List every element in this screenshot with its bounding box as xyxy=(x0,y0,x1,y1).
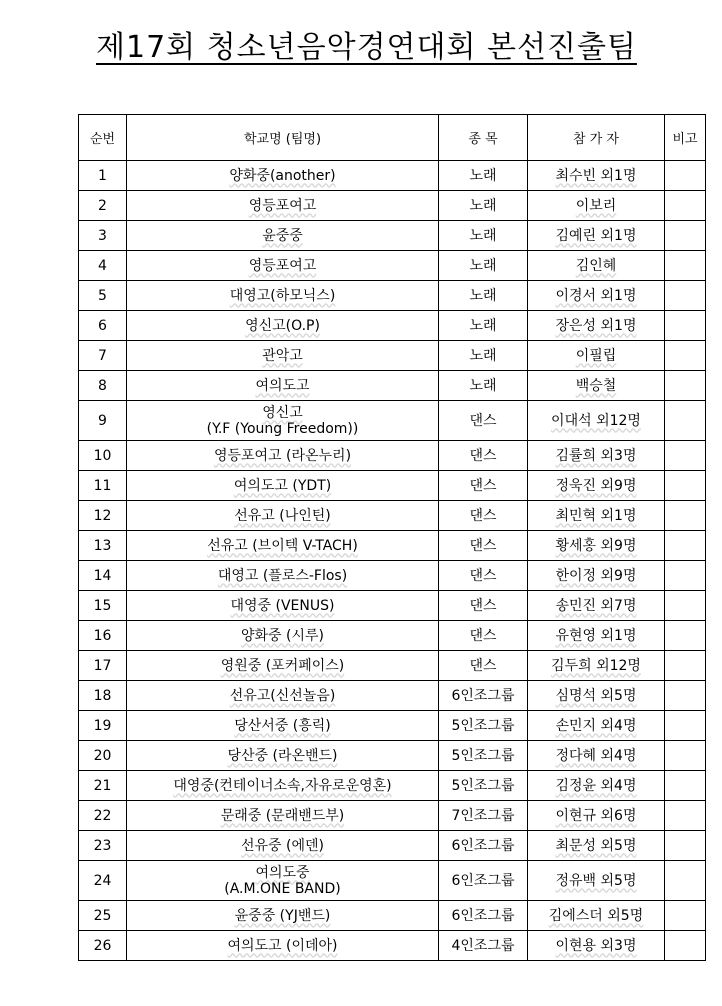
participants-name: 이경서 외1명 xyxy=(555,287,637,304)
category-cell: 댄스 xyxy=(439,501,528,531)
table-row xyxy=(79,741,706,771)
school-team-name xyxy=(127,901,439,931)
table-row xyxy=(79,861,706,901)
category-cell: 6인조그룹 xyxy=(439,901,528,931)
note-cell xyxy=(665,501,706,531)
table-row xyxy=(79,591,706,621)
table-row xyxy=(79,561,706,591)
school-team-name xyxy=(127,561,439,591)
school-team-name xyxy=(127,251,439,281)
table-row xyxy=(79,901,706,931)
note-cell xyxy=(665,401,706,441)
school-team-name xyxy=(127,681,439,711)
row-number: 11 xyxy=(79,471,127,501)
table-row xyxy=(79,831,706,861)
participants-name: 한이정 외9명 xyxy=(555,567,637,584)
header-school: 학교명 (팀명) xyxy=(127,115,439,161)
row-number: 23 xyxy=(79,831,127,861)
category-cell: 노래 xyxy=(439,371,528,401)
category-cell: 6인조그룹 xyxy=(439,831,528,861)
note-cell xyxy=(665,771,706,801)
school-name: 윤중중 (YJ밴드) xyxy=(234,907,331,924)
category-cell: 댄스 xyxy=(439,401,528,441)
participants-cell xyxy=(528,401,665,441)
category-cell: 댄스 xyxy=(439,621,528,651)
table-row xyxy=(79,651,706,681)
header-participants: 참 가 자 xyxy=(528,115,665,161)
participants-cell xyxy=(528,711,665,741)
participants-name: 이필립 xyxy=(575,347,617,364)
school-team-name xyxy=(127,931,439,961)
row-number: 1 xyxy=(79,161,127,191)
note-cell xyxy=(665,371,706,401)
participants-cell xyxy=(528,501,665,531)
school-team-name xyxy=(127,371,439,401)
note-cell xyxy=(665,801,706,831)
school-name: 윤중중 xyxy=(262,227,303,244)
participants-cell xyxy=(528,221,665,251)
school-team-name xyxy=(127,861,439,901)
participants-cell xyxy=(528,901,665,931)
row-number: 24 xyxy=(79,861,127,901)
participants-cell xyxy=(528,441,665,471)
table-row xyxy=(79,681,706,711)
participants-cell xyxy=(528,561,665,591)
category-cell: 노래 xyxy=(439,341,528,371)
participants-cell xyxy=(528,371,665,401)
row-number: 5 xyxy=(79,281,127,311)
row-number: 21 xyxy=(79,771,127,801)
participants-name: 김정윤 외4명 xyxy=(555,777,637,794)
row-number: 12 xyxy=(79,501,127,531)
participants-cell xyxy=(528,311,665,341)
participants-name: 이보리 xyxy=(575,197,617,214)
table-row xyxy=(79,471,706,501)
participants-cell xyxy=(528,801,665,831)
table-row xyxy=(79,221,706,251)
school-team-name xyxy=(127,401,439,441)
school-team-name xyxy=(127,591,439,621)
table-row xyxy=(79,931,706,961)
category-cell: 노래 xyxy=(439,251,528,281)
school-team-name xyxy=(127,471,439,501)
school-team-name xyxy=(127,801,439,831)
participants-name: 김두희 외12명 xyxy=(551,657,641,674)
school-name: 대영고 (플로스-Flos) xyxy=(217,567,348,584)
table-row xyxy=(79,161,706,191)
participants-name: 심명석 외5명 xyxy=(555,687,637,704)
note-cell xyxy=(665,311,706,341)
participants-cell xyxy=(528,341,665,371)
school-name: 선유중 (에덴) xyxy=(241,837,324,854)
participants-cell xyxy=(528,161,665,191)
participants-cell xyxy=(528,741,665,771)
table-row xyxy=(79,311,706,341)
school-name: 관악고 xyxy=(262,347,303,364)
header-num: 순번 xyxy=(79,115,127,161)
school-name: 당산중 (라온밴드) xyxy=(227,747,338,764)
school-name: 문래중 (문래밴드부) xyxy=(220,807,345,824)
note-cell xyxy=(665,471,706,501)
school-name: 영신고 xyxy=(262,404,303,421)
school-name: 대영고(하모닉스) xyxy=(229,287,336,304)
school-name: 영등포여고 (라온누리) xyxy=(213,447,352,464)
table-row xyxy=(79,771,706,801)
page-title: 제17회 청소년음악경연대회 본선진출팀 xyxy=(96,30,637,65)
school-name: 여의도고 (이데아) xyxy=(227,937,338,954)
school-team-name xyxy=(127,281,439,311)
participants-name: 정다혜 외4명 xyxy=(555,747,637,764)
note-cell xyxy=(665,251,706,281)
row-number: 10 xyxy=(79,441,127,471)
table-row xyxy=(79,501,706,531)
table-body xyxy=(79,161,706,961)
note-cell xyxy=(665,341,706,371)
row-number: 15 xyxy=(79,591,127,621)
category-cell: 노래 xyxy=(439,161,528,191)
table-row xyxy=(79,441,706,471)
category-cell: 7인조그룹 xyxy=(439,801,528,831)
category-cell: 노래 xyxy=(439,221,528,251)
participants-name: 손민지 외4명 xyxy=(555,717,637,734)
school-team-name xyxy=(127,771,439,801)
category-cell: 5인조그룹 xyxy=(439,711,528,741)
table-row xyxy=(79,531,706,561)
school-team-name xyxy=(127,621,439,651)
category-cell: 노래 xyxy=(439,311,528,341)
category-cell: 6인조그룹 xyxy=(439,681,528,711)
school-team-name xyxy=(127,161,439,191)
note-cell xyxy=(665,561,706,591)
participants-name: 김인혜 xyxy=(575,257,617,274)
header-note: 비고 xyxy=(665,115,706,161)
row-number: 19 xyxy=(79,711,127,741)
category-cell: 댄스 xyxy=(439,651,528,681)
category-cell: 6인조그룹 xyxy=(439,861,528,901)
participants-cell xyxy=(528,531,665,561)
school-team-name xyxy=(127,831,439,861)
participants-name: 백승철 xyxy=(575,377,617,394)
category-cell: 댄스 xyxy=(439,471,528,501)
category-cell: 댄스 xyxy=(439,591,528,621)
participants-cell xyxy=(528,281,665,311)
note-cell xyxy=(665,221,706,251)
school-team-name xyxy=(127,651,439,681)
school-team-name xyxy=(127,341,439,371)
school-name: 당산서중 (흥릭) xyxy=(234,717,331,734)
table-row xyxy=(79,711,706,741)
participants-cell xyxy=(528,931,665,961)
school-name: 선유고 (나인틴) xyxy=(234,507,331,524)
note-cell xyxy=(665,711,706,741)
participants-name: 장은성 외1명 xyxy=(555,317,637,334)
participants-cell xyxy=(528,831,665,861)
row-number: 26 xyxy=(79,931,127,961)
team-name: (A.M.ONE BAND) xyxy=(224,880,341,897)
school-name: 양화중 (시루) xyxy=(241,627,324,644)
participants-cell xyxy=(528,651,665,681)
school-name: 선유고 (브이텍 V-TACH) xyxy=(207,537,358,554)
participants-name: 정유백 외5명 xyxy=(555,872,637,889)
school-name: 선유고(신선놀음) xyxy=(229,687,336,704)
school-team-name xyxy=(127,221,439,251)
participants-cell xyxy=(528,591,665,621)
row-number: 16 xyxy=(79,621,127,651)
row-number: 8 xyxy=(79,371,127,401)
school-name: 양화중(another) xyxy=(229,167,336,184)
note-cell xyxy=(665,741,706,771)
row-number: 25 xyxy=(79,901,127,931)
note-cell xyxy=(665,531,706,561)
participants-name: 최민혁 외1명 xyxy=(555,507,637,524)
note-cell xyxy=(665,621,706,651)
school-name: 영신고(O.P) xyxy=(245,317,320,334)
row-number: 22 xyxy=(79,801,127,831)
participants-name: 김예린 외1명 xyxy=(555,227,637,244)
note-cell xyxy=(665,651,706,681)
note-cell xyxy=(665,191,706,221)
participants-cell xyxy=(528,251,665,281)
school-name: 대영중 (VENUS) xyxy=(230,597,335,614)
table-row xyxy=(79,401,706,441)
row-number: 20 xyxy=(79,741,127,771)
team-name: (Y.F (Young Freedom)) xyxy=(206,420,359,437)
school-team-name xyxy=(127,191,439,221)
participants-name: 정욱진 외9명 xyxy=(555,477,637,494)
table-row xyxy=(79,281,706,311)
school-name: 여의도고 xyxy=(255,377,310,394)
header-row xyxy=(79,115,706,161)
school-name: 대영중(컨테이너소속,자유로운영혼) xyxy=(173,777,392,794)
row-number: 7 xyxy=(79,341,127,371)
finalist-table xyxy=(78,114,706,961)
table-row xyxy=(79,341,706,371)
row-number: 9 xyxy=(79,401,127,441)
note-cell xyxy=(665,901,706,931)
school-team-name xyxy=(127,311,439,341)
row-number: 14 xyxy=(79,561,127,591)
participants-name: 송민진 외7명 xyxy=(555,597,637,614)
participants-name: 유현영 외1명 xyxy=(555,627,637,644)
participants-cell xyxy=(528,471,665,501)
row-number: 2 xyxy=(79,191,127,221)
category-cell: 댄스 xyxy=(439,561,528,591)
table-row xyxy=(79,371,706,401)
participants-name: 이현규 외6명 xyxy=(555,807,637,824)
table-row xyxy=(79,621,706,651)
row-number: 4 xyxy=(79,251,127,281)
note-cell xyxy=(665,681,706,711)
note-cell xyxy=(665,161,706,191)
school-name: 영등포여고 xyxy=(248,197,317,214)
participants-name: 이대석 외12명 xyxy=(551,412,641,429)
category-cell: 5인조그룹 xyxy=(439,741,528,771)
participants-name: 김률희 외3명 xyxy=(555,447,637,464)
row-number: 6 xyxy=(79,311,127,341)
row-number: 17 xyxy=(79,651,127,681)
row-number: 3 xyxy=(79,221,127,251)
participants-cell xyxy=(528,681,665,711)
note-cell xyxy=(665,861,706,901)
participants-name: 이현용 외3명 xyxy=(555,937,637,954)
school-name: 영등포여고 xyxy=(248,257,317,274)
note-cell xyxy=(665,931,706,961)
school-team-name xyxy=(127,501,439,531)
table-row xyxy=(79,801,706,831)
participants-cell xyxy=(528,621,665,651)
participants-cell xyxy=(528,771,665,801)
category-cell: 4인조그룹 xyxy=(439,931,528,961)
participants-name: 황세홍 외9명 xyxy=(555,537,637,554)
note-cell xyxy=(665,281,706,311)
category-cell: 댄스 xyxy=(439,531,528,561)
school-name: 여의도고 (YDT) xyxy=(233,477,332,494)
row-number: 13 xyxy=(79,531,127,561)
school-name: 영원중 (포커페이스) xyxy=(220,657,345,674)
header-category: 종 목 xyxy=(439,115,528,161)
note-cell xyxy=(665,831,706,861)
category-cell: 5인조그룹 xyxy=(439,771,528,801)
participants-cell xyxy=(528,861,665,901)
school-team-name xyxy=(127,531,439,561)
note-cell xyxy=(665,591,706,621)
row-number: 18 xyxy=(79,681,127,711)
table-row xyxy=(79,191,706,221)
school-team-name xyxy=(127,441,439,471)
participants-name: 최문성 외5명 xyxy=(555,837,637,854)
table-row xyxy=(79,251,706,281)
school-name: 여의도중 xyxy=(255,864,310,881)
note-cell xyxy=(665,441,706,471)
school-team-name xyxy=(127,711,439,741)
participants-cell xyxy=(528,191,665,221)
category-cell: 댄스 xyxy=(439,441,528,471)
participants-name: 김에스더 외5명 xyxy=(548,907,644,924)
school-team-name xyxy=(127,741,439,771)
category-cell: 노래 xyxy=(439,281,528,311)
category-cell: 노래 xyxy=(439,191,528,221)
participants-name: 최수빈 외1명 xyxy=(555,167,637,184)
